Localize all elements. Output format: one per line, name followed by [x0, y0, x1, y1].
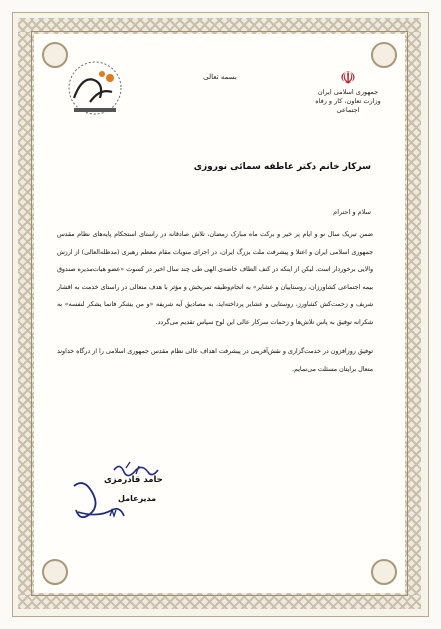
corner-ornament	[371, 42, 397, 68]
signatory-name: حامد قادرمزی	[104, 475, 163, 485]
fund-logo	[60, 58, 130, 122]
signatory-title: مدیرعامل	[118, 494, 157, 503]
bismillah: بسمه تعالی	[203, 73, 237, 81]
handwritten-signature	[64, 458, 194, 528]
greeting: سلام و احترام	[333, 208, 371, 216]
body-paragraph: توفیق روزافزون در خدمت‌گزاری و نقش‌آفرینی در پیشرفت اهداف عالی نظام مقدس جمهوری اسلامی را از درگاه خداوند متعال برایتان مسئلت می‌نمایم.	[57, 348, 373, 373]
gov-name: جمهوری اسلامی ایران	[317, 88, 379, 96]
body-paragraph: ضمن تبریک سال نو و ایام پر خیر و برکت ماه مبارک رمضان، تلاش صادقانه در راستای استحکام پایه‌های نظام مقدس جمهوری اسلامی ایران و اعتلا و پیشرفت ملت بزرگ ایران، در اجرای منویات مقام معظم رهبری (مدظله‌العالی) از ارزش والایی برخوردار است. لیکن از اینکه در کنف الطاف خاصه‌ی الهی طی چند سال اخیر در کسوت «عضو هیات‌مدیره صندوق بیمه اجتماعی کشاورزان، روستاییان و عشایر» به انجام‌وظیفه تمربخش و مؤثر با هدف متعالی در راستای خدمت به اقشار شریف و زحمت‌کش کشاورز، روستایی و عشایر پرداخته‌اید، به مصادیق آیه شریفه «و من یشکر فانما یشکر لنفسه» به شکرانه توفیق به پاس تلاش‌ها و زحمات سرکار عالی این لوح سپاس تقدیم می‌گردد.	[57, 231, 373, 326]
corner-ornament	[371, 559, 397, 585]
ministry-name: وزارت تعاون، کار و رفاه اجتماعی	[315, 97, 381, 114]
letter-body	[57, 226, 373, 378]
corner-ornament	[42, 559, 68, 585]
fund-logo-icon	[60, 58, 130, 122]
government-emblem-block	[303, 70, 393, 115]
iran-emblem-icon: ☫	[339, 68, 357, 89]
recipient-heading: سرکار خانم دکتر عاطفه سمائی نوروزی	[193, 162, 371, 172]
